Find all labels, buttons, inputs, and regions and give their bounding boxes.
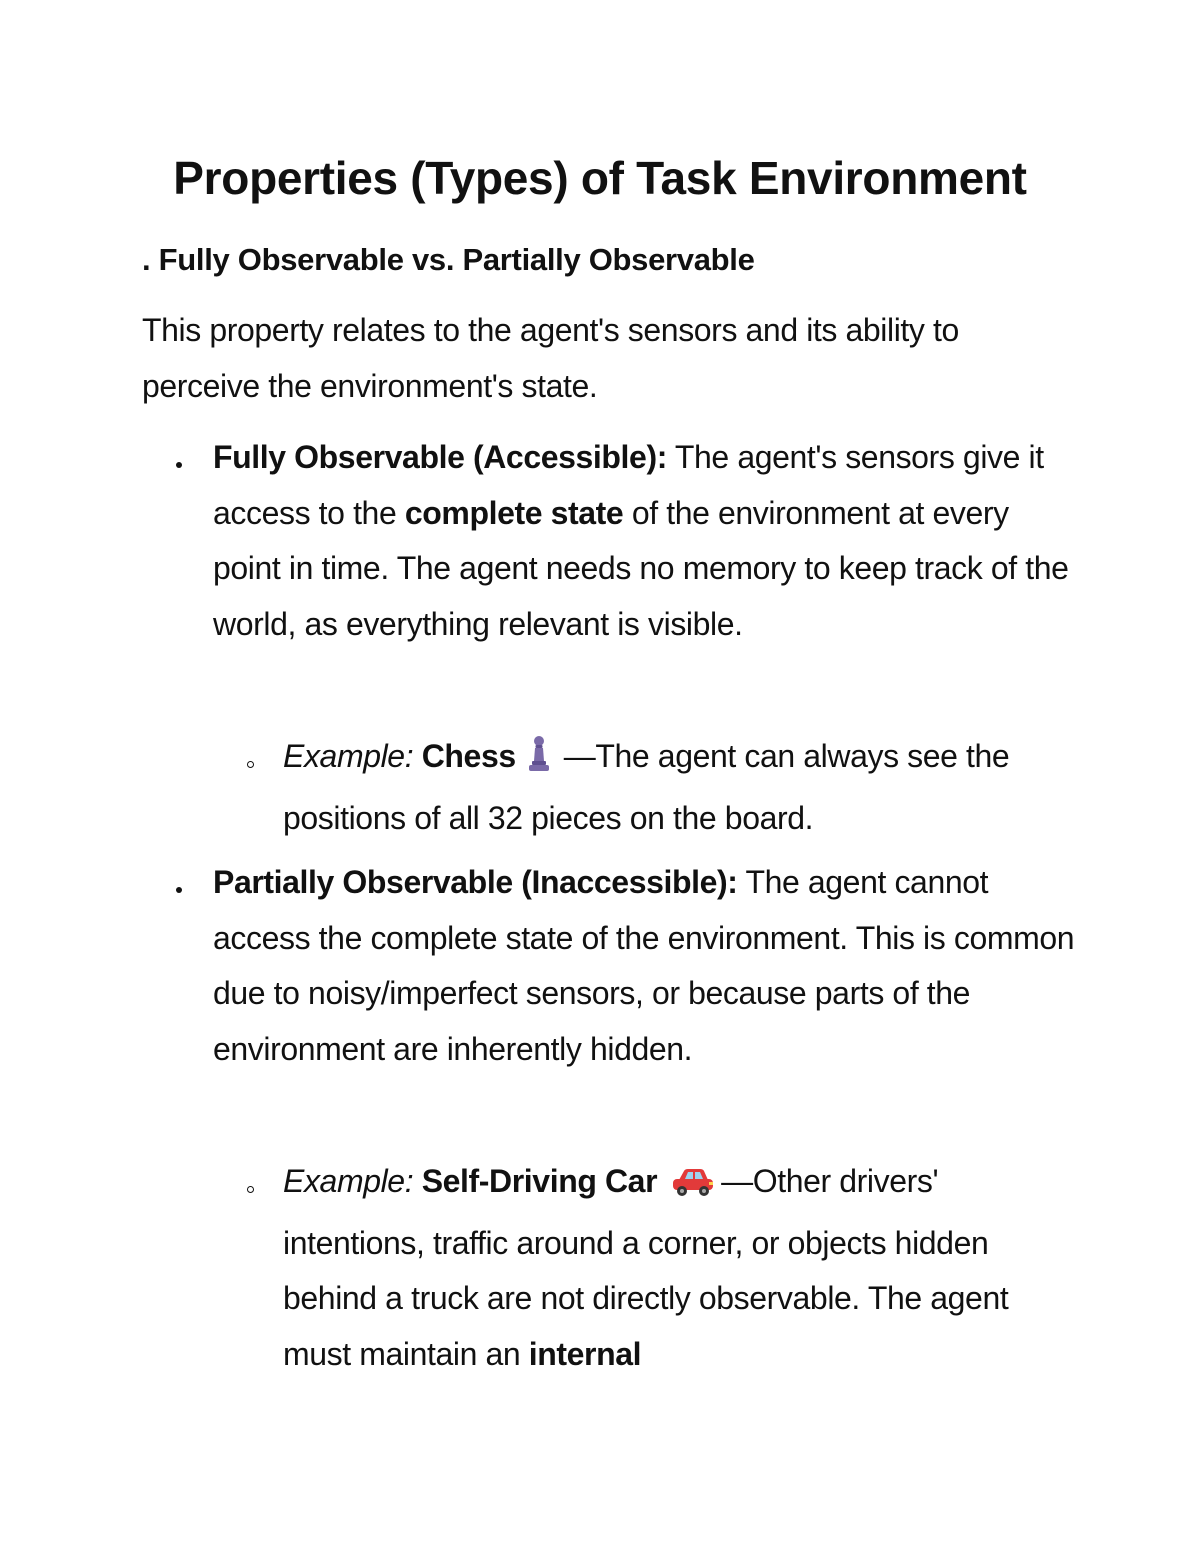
example-prefix: Example: [283,738,414,774]
car-icon [671,1160,715,1216]
sub-bullet-marker [247,761,254,768]
bullet-fully-observable [213,430,1083,652]
bullet-partially-observable [213,855,1083,1077]
example-text: —Other drivers' intentions, traffic around a corner, or objects hidden behind a truck are not directly observable. The agent must maintain an [283,1163,1009,1372]
bullet-label: Partially Observable (Inaccessible): [213,864,738,900]
example-text: —The agent can always see the positions of all 32 pieces on the board. [283,738,1010,836]
page-title: Properties (Types) of Task Environment [173,152,1027,204]
bullet-label: Fully Observable (Accessible): [213,439,667,475]
bullet-marker [176,887,182,893]
chess-pawn-icon [526,735,552,791]
example-self-driving-car [283,1154,1073,1382]
bullet-emphasis: complete state [404,494,624,531]
bullet-text: The agent cannot access the complete state of the environment. This is common due to noisy/imperfect sensors, or because parts of the environment are inherently hidden. [213,864,1075,1067]
example-chess [283,729,1083,846]
sub-bullet-marker [247,1186,254,1193]
example-prefix: Example: [283,1163,414,1199]
bullet-text: The agent's sensors give it access to the [213,439,1044,531]
example-emphasis: internal [528,1335,642,1372]
section-heading: . Fully Observable vs. Partially Observable [142,242,755,277]
section-intro: This property relates to the agent's sensors and its ability to perceive the environment's state. [142,312,959,404]
example-name: Chess [421,738,516,774]
example-name: Self-Driving Car [421,1163,658,1199]
bullet-text-cont: of the environment at every point in time. The agent needs no memory to keep track of the world, as everything relevant is visible. [213,494,1069,642]
bullet-marker [176,462,182,468]
